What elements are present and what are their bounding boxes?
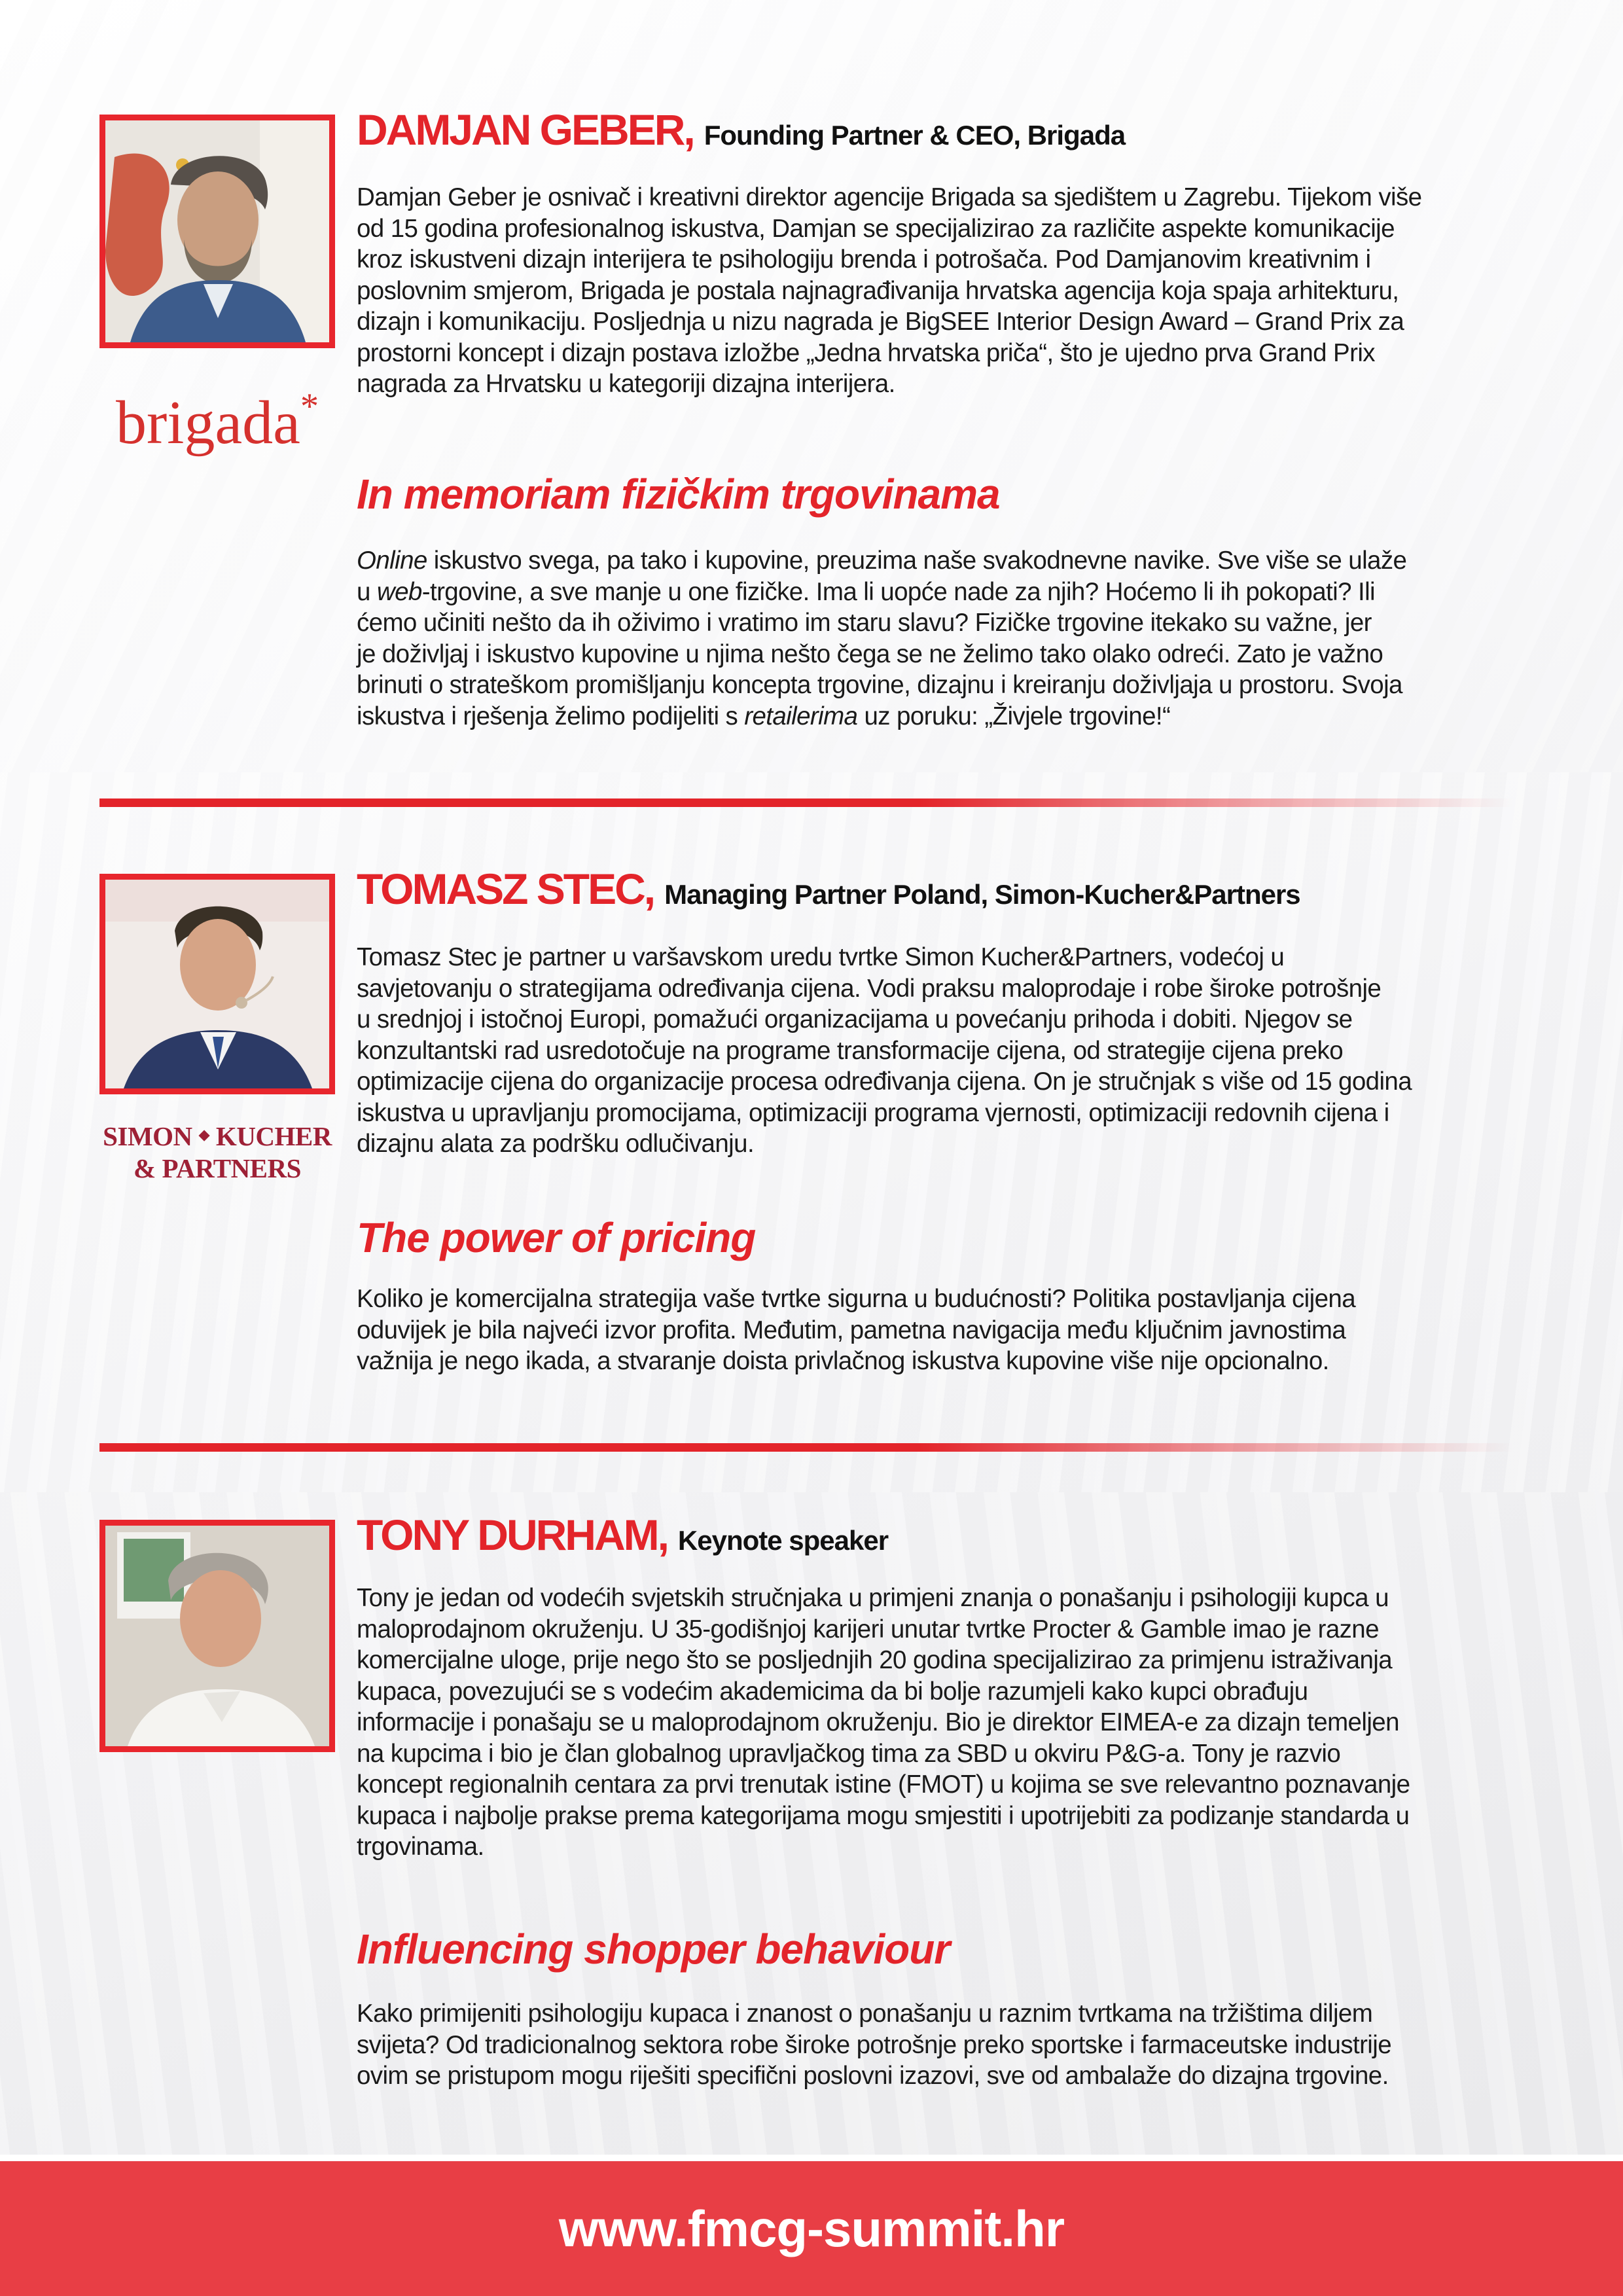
talk-description — [357, 545, 1406, 732]
bio-line: u srednjoj i istočnoj Europi, pomažući organizacijama u povećanju prihoda i dobiti. Njegov se — [357, 1005, 1353, 1033]
bio-line: koncept regionalnih centara za prvi trenutak istine (FMOT) u kojima se sve relevantno poznavanje — [357, 1770, 1410, 1799]
bio-line: maloprodajnom okruženju. U 35-godišnjoj karijeri unutar tvrtke Procter & Gamble imao je razne — [357, 1615, 1379, 1643]
bio-line: kupaca, povezujući se s vodećim akademicima da bi bolje razumjeli kako kupci obrađuju — [357, 1677, 1308, 1706]
bio-line: kroz iskustveni dizajn interijera te psihologiju brenda i potrošača. Pod Damjanovim kreativnim i — [357, 245, 1371, 274]
speaker-header — [357, 865, 1300, 913]
speaker-role: Founding Partner & CEO, Brigada — [704, 120, 1126, 151]
speaker-photo-illustration — [105, 1526, 329, 1746]
speaker-name: DAMJAN GEBER, — [357, 105, 694, 154]
talk-title: In memoriam fizičkim trgovinama — [357, 471, 1000, 518]
speaker-header — [357, 105, 1126, 154]
section-divider — [99, 798, 1513, 807]
talk-title: Influencing shopper behaviour — [357, 1926, 950, 1973]
speaker-section-damjan-geber — [0, 105, 1623, 798]
bio-line: Damjan Geber je osnivač i kreativni direktor agencije Brigada sa sjedištem u Zagrebu. Tijekom više — [357, 183, 1422, 211]
bio-line: informacije i ponašaju se u maloprodajnom okruženju. Bio je direktor EIMEA-e za dizajn temeljen — [357, 1708, 1399, 1736]
speaker-bio — [357, 942, 1412, 1160]
footer-url-link[interactable]: www.fmcg-summit.hr — [558, 2199, 1065, 2257]
talk-title: The power of pricing — [357, 1214, 756, 1261]
simon-kucher-logo — [73, 1119, 361, 1185]
bio-line: poslovnim smjerom, Brigada je postala najnagrađivanija hrvatska agencija koja spaja arhitekturu, — [357, 276, 1399, 305]
speaker-photo — [99, 1520, 335, 1752]
bio-line: dizajnu alata za podršku odlučivanju. — [357, 1130, 755, 1158]
speaker-name: TOMASZ STEC, — [357, 865, 654, 913]
speaker-photo-illustration — [105, 880, 329, 1088]
speaker-photo — [99, 874, 335, 1094]
talk-line: Koliko je komercijalna strategija vaše tvrtke sigurna u budućnosti? Politika postavljanja cijena — [357, 1285, 1356, 1313]
brigada-logo-asterisk: * — [300, 386, 319, 427]
talk-line: iskustva i rješenja želimo podijeliti s retailerima uz poruku: „Živjele trgovine!“ — [357, 702, 1171, 730]
talk-line: oduvijek je bila najveći izvor profita. Međutim, pametna navigacija među ključnim javnostima — [357, 1316, 1346, 1344]
speaker-photo-illustration — [105, 120, 329, 342]
talk-line: je doživljaj i iskustvo kupovine u njima nešto čega se ne želimo tako olako odreći. Zato je važno — [357, 639, 1383, 668]
bio-line: nagrada za Hrvatsku u kategoriji dizajna interijera. — [357, 370, 895, 398]
bio-line: Tony je jedan od vodećih svjetskih stručnjaka u primjeni znanja o ponašanju i psihologiji kupca u — [357, 1584, 1389, 1612]
bio-line: iskustva u upravljanju promocijama, optimizaciji programa vjernosti, optimizaciji redovnih cijena i — [357, 1098, 1389, 1127]
talk-description — [357, 1283, 1355, 1377]
speaker-role: Keynote speaker — [677, 1525, 889, 1556]
speaker-role: Managing Partner Poland, Simon-Kucher&Partners — [664, 879, 1300, 910]
bio-line: na kupcima i bio je član globalnog upravljačkog tima za SBD u okviru P&G-a. Tony je razvio — [357, 1739, 1341, 1768]
section-divider — [99, 1443, 1513, 1452]
footer-bar — [0, 2155, 1623, 2296]
bio-line: optimizacije cijena do organizacije procesa određivanja cijena. On je stručnjak s više od 15 godina — [357, 1067, 1412, 1096]
talk-line: Online iskustvo svega, pa tako i kupovine, preuzima naše svakodnevne navike. Sve više se ulaže — [357, 547, 1407, 575]
speaker-name: TONY DURHAM, — [357, 1511, 668, 1559]
bio-line: trgovinama. — [357, 1833, 484, 1861]
speaker-bio — [357, 182, 1421, 400]
talk-line: ćemo učiniti nešto da ih oživimo i vratimo im staru slavu? Fizičke trgovine itekako su važne, jer — [357, 609, 1372, 637]
bio-line: savjetovanju o strategijama određivanja cijena. Vodi praksu maloprodaje i robe široke potrošnje — [357, 974, 1382, 1003]
talk-line: ovim se pristupom mogu riješiti specifični poslovni izazovi, sve od ambalaže do dizajna trgovine. — [357, 2062, 1389, 2090]
talk-line: Kako primijeniti psihologiju kupaca i znanost o ponašanju u raznim tvrtkama na tržištima diljem — [357, 2000, 1373, 2028]
talk-line: brinuti o strateškom promišljanju koncepta trgovine, dizajnu i kreiranju doživljaja u prostoru. Svoja — [357, 671, 1402, 699]
bio-line: Tomasz Stec je partner u varšavskom uredu tvrtke Simon Kucher&Partners, vodećoj u — [357, 943, 1285, 971]
simon-kucher-logo-line: & PARTNERS — [134, 1153, 301, 1183]
speaker-photo — [99, 115, 335, 348]
brigada-logo — [99, 374, 335, 456]
speaker-section-tomasz-stec — [0, 865, 1623, 1443]
bio-line: komercijalne uloge, prije nego što se posljednjih 20 godina specijalizirao za primjenu istraživanja — [357, 1646, 1393, 1674]
talk-description — [357, 1998, 1391, 2092]
simon-kucher-logo-line: SIMON ◆ KUCHER — [103, 1121, 332, 1151]
bio-line: od 15 godina profesionalnog iskustva, Damjan se specijalizirao za različite aspekte komunikacije — [357, 214, 1395, 243]
bio-line: dizajn i komunikaciju. Posljednja u nizu nagrada je BigSEE Interior Design Award – Grand Prix za — [357, 308, 1404, 336]
talk-line: važnija je nego ikada, a stvaranje doista privlačnog iskustva kupovine više nije opcionalno. — [357, 1347, 1329, 1375]
talk-line: svijeta? Od tradicionalnog sektora robe široke potrošnje preko sportske i farmaceutske industrije — [357, 2030, 1392, 2059]
talk-line: u web-trgovine, a sve manje u one fizičke. Ima li uopće nade za njih? Hoćemo li ih pokopati? Ili — [357, 577, 1376, 606]
bio-line: kupaca i najbolje prakse prema kategorijama mogu smjestiti i upotrijebiti za podizanje standarda u — [357, 1801, 1410, 1830]
speaker-bio — [357, 1583, 1410, 1863]
bio-line: konzultantski rad usredotočuje na programe transformacije cijena, od strategije cijena preko — [357, 1036, 1344, 1065]
speaker-header — [357, 1511, 889, 1559]
brigada-logo-text: brigada — [115, 389, 300, 457]
bio-line: prostorni koncept i dizajn postava izložbe „Jedna hrvatska priča“, što je ujedno prva Grand Prix — [357, 338, 1375, 367]
speaker-section-tony-durham — [0, 1511, 1623, 2155]
